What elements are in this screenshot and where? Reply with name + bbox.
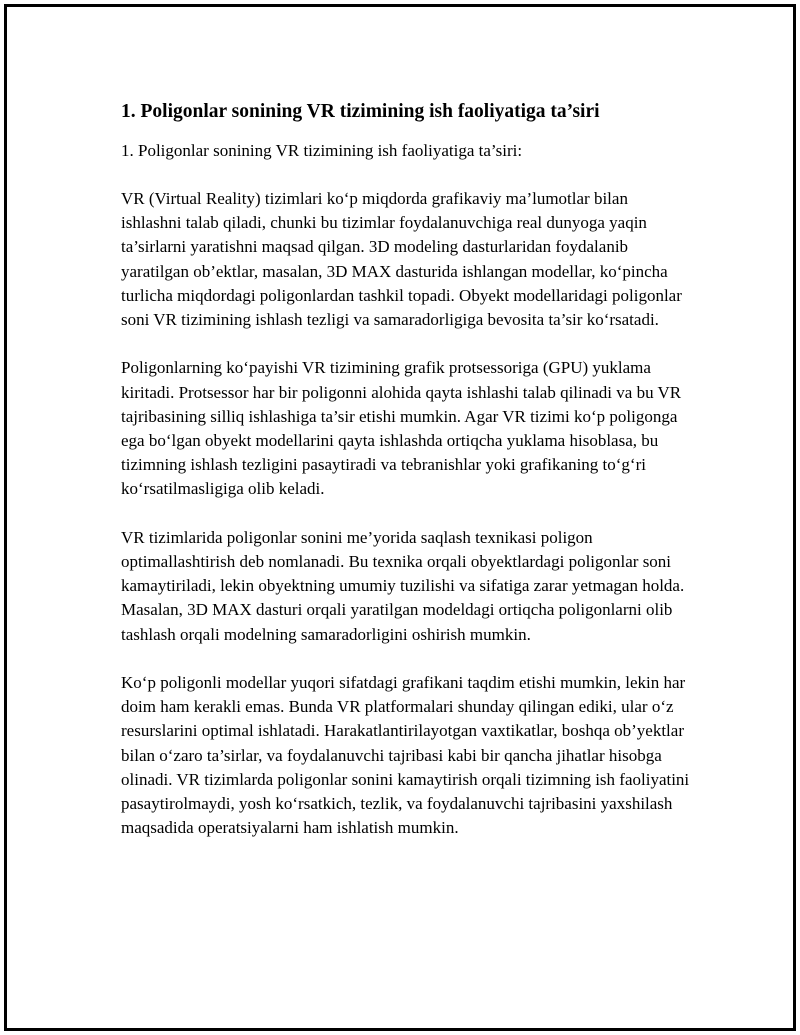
document-body (121, 99, 691, 865)
paragraph-3: VR tizimlarida poligonlar sonini me’yorida saqlash texnikasi poligon optimallashtirish deb nomlanadi. Bu texnika orqali obyektlardagi poligonlar soni kamaytiriladi, lekin obyektning umumiy tuzilishi va sifatiga zarar yetmagan holda. Masalan, 3D MAX dasturi orqali yaratilgan modeldagi ortiqcha poligonlarni olib tashlash orqali modelning samaradorligini oshirish mumkin. (121, 527, 685, 644)
paragraph-4: Ko‘p poligonli modellar yuqori sifatdagi grafikani taqdim etishi mumkin, lekin har doim ham kerakli emas. Bunda VR platformalari shunday qilingan ediki, ular o‘z resurslarini optimal ishlatadi. Harakatlantirilayotgan vaxtikatlar, boshqa ob’yektlar bilan o‘zaro ta’sirlar, va foydalanuvchi tajribasi kabi bir qancha jihatlar hisobga olinadi. VR tizimlarda poligonlar sonini kamaytirish orqali tizimning ish faoliyatini pasaytirolmaydi, yosh ko‘rsatkich, tezlik, va foydalanuvchi tajribasini yaxshilash maqsadida operatsiyalarni ham ishlatish mumkin. (121, 673, 690, 838)
section-subheading: 1. Poligonlar sonining VR tizimining ish faoliyatiga ta’siri: (121, 141, 523, 160)
section-heading: 1. Poligonlar sonining VR tizimining ish faoliyatiga ta’siri (121, 101, 600, 122)
paragraph-1: VR (Virtual Reality) tizimlari ko‘p miqdorda grafikaviy ma’lumotlar bilan ishlashni talab qiladi, chunki bu tizimlar foydalanuvchiga real dunyoga yaqin ta’sirlarni yaratishni maqsad qilgan. 3D modeling dasturlaridan foydalanib yaratilgan ob’ektlar, masalan, 3D MAX dasturida ishlangan modellar, ko‘pincha turlicha miqdordagi poligonlardan tashkil topadi. Obyekt modellaridagi poligonlar soni VR tizimining ishlash tezligi va samaradorligiga bevosita ta’sir ko‘rsatadi. (121, 189, 682, 330)
paragraph-2: Poligonlarning ko‘payishi VR tizimining grafik protsessoriga (GPU) yuklama kiritadi. Protsessor har bir poligonni alohida qayta ishlashi talab qilinadi va bu VR tajribasining silliq ishlashiga ta’sir etishi mumkin. Agar VR tizimi ko‘p poligonga ega bo‘lgan obyekt modellarini qayta ishlashda ortiqcha yuklama hisoblasa, bu tizimning ishlash tezligini pasaytiradi va tebranishlar yoki grafikaning to‘g‘ri ko‘rsatilmasligiga olib keladi. (121, 358, 682, 499)
page-frame (4, 4, 796, 1031)
